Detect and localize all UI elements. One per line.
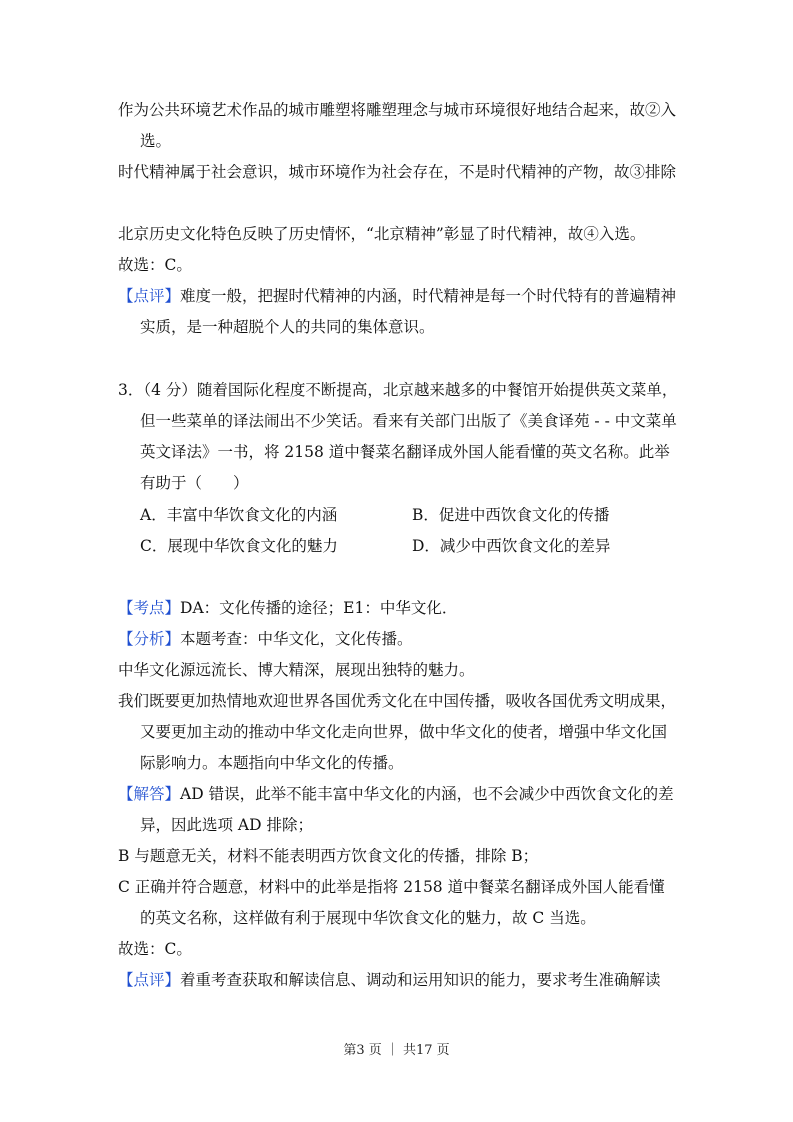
kaodian-tag: 【考点】 [118,599,181,617]
jieda-text: AD 错误，此举不能丰富中华文化的内涵，也不会减少中西饮食文化的差异，因此选项 AD 排除； [140,785,674,834]
kaodian-line [118,593,678,624]
paragraph-beijing-spirit: 北京历史文化特色反映了历史情怀，“北京精神”彰显了时代精神，故④入选。 [118,225,646,243]
fenxi-text: 本题考查：中华文化，文化传播。 [180,630,413,648]
comment-tag: 【点评】 [118,287,181,305]
option-b: B．促进中西饮食文化的传播 [412,506,610,524]
paragraph-city-sculpture: 作为公共环境艺术作品的城市雕塑将雕塑理念与城市环境很好地结合起来，故②入选。 [118,101,677,150]
option-c-explanation: C 正确并符合题意，材料中的此举是指将 2158 道中餐菜名翻译成外国人能看懂的英文名称，这样做有利于展现中华饮食文化的魅力，故 C 当选。 [118,878,665,927]
kaodian-text: DA：文化传播的途径；E1：中华文化． [180,599,458,617]
answer-line-2: 故选：C。 [118,940,192,958]
analysis-paragraph-2: 我们既要更加热情地欢迎世界各国优秀文化在中国传播，吸收各国优秀文明成果，又要更加主动的推动中华文化走向世界，做中华文化的使者，增强中华文化国际影响力。本题指向中华文化的传播。 [118,692,677,772]
jieda-tag: 【解答】 [118,785,181,803]
answer-line-1: 故选：C。 [118,256,192,274]
comment-paragraph-1 [118,281,678,343]
comment-text-2: 着重考查获取和解读信息、调动和运用知识的能力，要求考生准确解读 [180,971,661,989]
option-c: C．展现中华饮食文化的魅力 [140,537,338,555]
question-stem: 3．（4 分）随着国际化程度不断提高，北京越来越多的中餐馆开始提供英文菜单，但一些菜单的译法闹出不少笑话。看来有关部门出版了《美食译苑 - - 中文菜单英文译法》一书，将 2158 道中餐菜名翻译成外国人能看懂的英文名称。此举有助于（ ） [118,381,678,492]
comment-text: 难度一般，把握时代精神的内涵，时代精神是每一个时代特有的普遍精神实质，是一种超脱个人的共同的集体意识。 [140,287,677,336]
option-a: A．丰富中华饮食文化的内涵 [140,506,338,524]
fenxi-tag: 【分析】 [118,630,181,648]
page-footer: 第3 页 ｜ 共17 页 [343,1043,450,1058]
paragraph-time-spirit: 时代精神属于社会意识，城市环境作为社会存在，不是时代精神的产物，故③排除 [118,163,677,181]
analysis-paragraph-1: 中华文化源远流长、博大精深，展现出独特的魅力。 [118,661,475,679]
jieda-paragraph [118,779,678,841]
option-d: D．减少中西饮食文化的差异 [412,537,611,555]
comment-tag-2: 【点评】 [118,971,181,989]
comment-paragraph-2 [118,965,678,996]
option-b-explanation: B 与题意无关，材料不能表明西方饮食文化的传播，排除 B； [118,847,539,865]
fenxi-line [118,624,678,655]
